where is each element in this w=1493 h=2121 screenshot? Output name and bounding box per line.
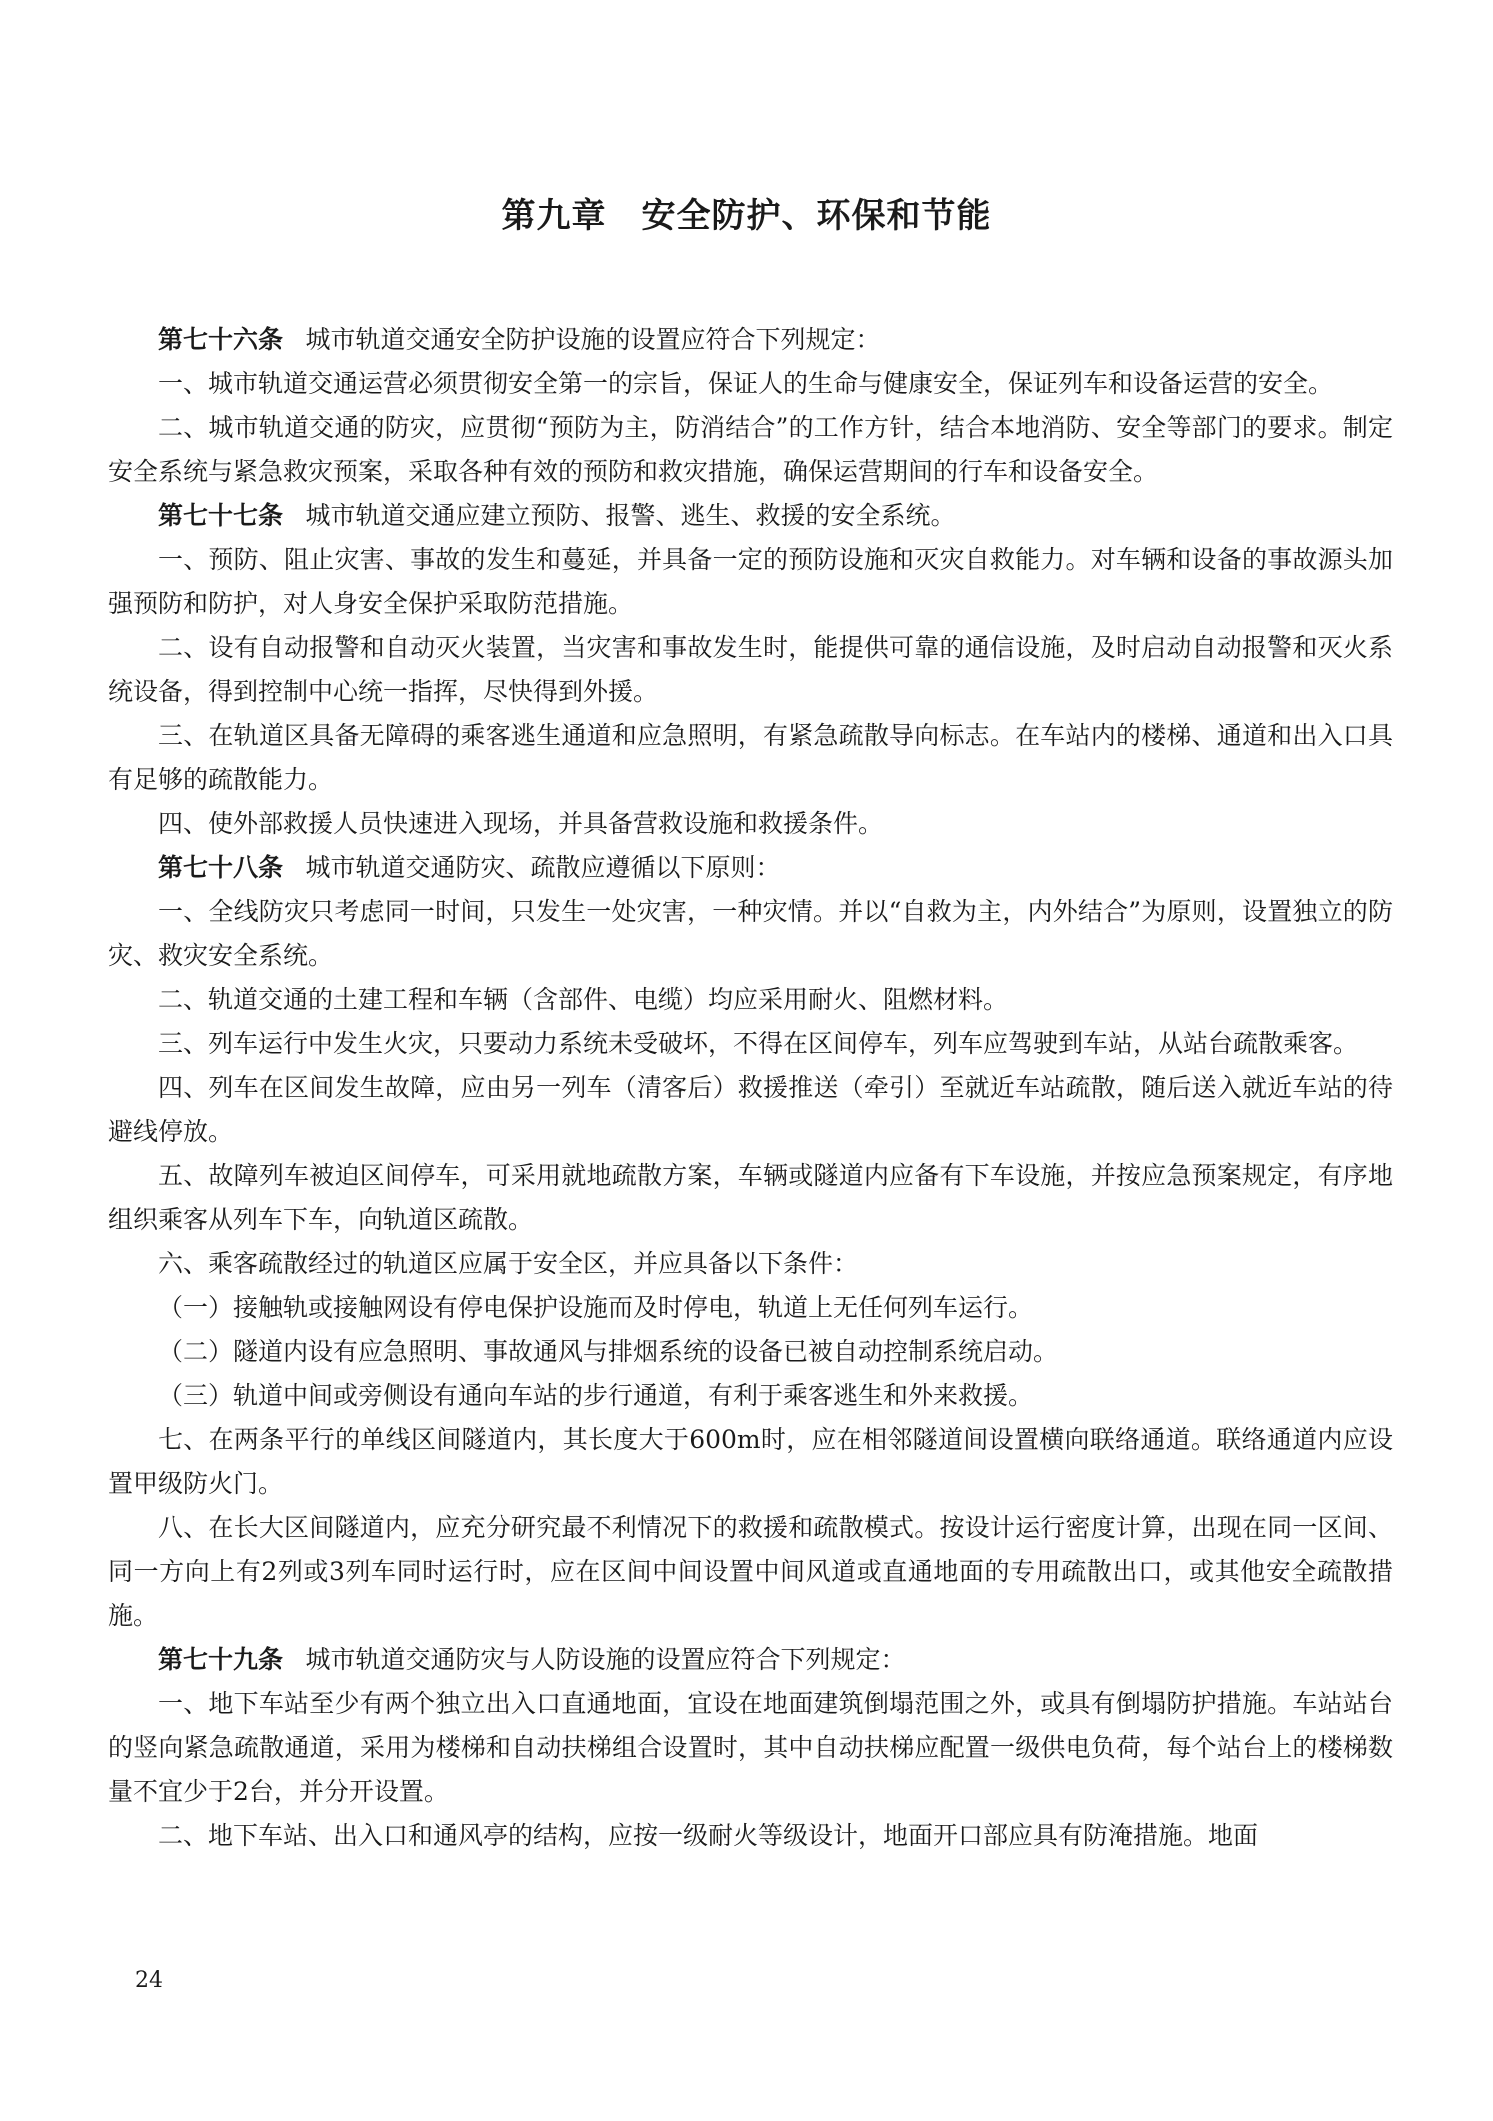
clause-paragraph (108, 890, 1393, 978)
paragraph-text: 一、地下车站至少有两个独立出入口直通地面，宜设在地面建筑倒塌范围之外，或具有倒塌防护措施。车站站台的竖向紧急疏散通道，采用为楼梯和自动扶梯组合设置时，其中自动扶梯应配置一级供电负荷，每个站台上的楼梯数量不宜少于2台，并分开设置。 (108, 1689, 1393, 1806)
clause-paragraph (108, 1330, 1393, 1374)
paragraph-text: 七、在两条平行的单线区间隧道内，其长度大于600m时，应在相邻隧道间设置横向联络通道。联络通道内应设置甲级防火门。 (108, 1425, 1393, 1498)
body-text (108, 318, 1393, 1858)
paragraph-text: 二、地下车站、出入口和通风亭的结构，应按一级耐火等级设计，地面开口部应具有防淹措施。地面 (158, 1821, 1259, 1850)
clause-paragraph (108, 1814, 1393, 1858)
clause-paragraph (108, 1374, 1393, 1418)
article-paragraph (108, 846, 1393, 890)
clause-paragraph (108, 1154, 1393, 1242)
paragraph-text: 四、列车在区间发生故障，应由另一列车（清客后）救援推送（牵引）至就近车站疏散，随后送入就近车站的待避线停放。 (108, 1073, 1393, 1146)
clause-paragraph (108, 1242, 1393, 1286)
paragraph-text: （一）接触轨或接触网设有停电保护设施而及时停电，轨道上无任何列车运行。 (158, 1293, 1034, 1322)
clause-paragraph (108, 1418, 1393, 1506)
paragraph-text: 八、在长大区间隧道内，应充分研究最不利情况下的救援和疏散模式。按设计运行密度计算，出现在同一区间、同一方向上有2列或3列车同时运行时，应在区间中间设置中间风道或直通地面的专用疏散出口，或其他安全疏散措施。 (108, 1513, 1393, 1630)
chapter-title: 第九章 安全防护、环保和节能 (501, 196, 992, 236)
paragraph-text: 城市轨道交通应建立预防、报警、逃生、救援的安全系统。 (305, 501, 956, 530)
clause-paragraph (108, 1682, 1393, 1814)
paragraph-text: 五、故障列车被迫区间停车，可采用就地疏散方案，车辆或隧道内应备有下车设施，并按应急预案规定，有序地组织乘客从列车下车，向轨道区疏散。 (108, 1161, 1393, 1234)
article-paragraph (108, 318, 1393, 362)
article-label: 第七十七条 (158, 501, 284, 530)
paragraph-text: 三、列车运行中发生火灾，只要动力系统未受破坏，不得在区间停车，列车应驾驶到车站，从站台疏散乘客。 (158, 1029, 1359, 1058)
paragraph-text: 城市轨道交通安全防护设施的设置应符合下列规定： (305, 325, 881, 354)
clause-paragraph (108, 1506, 1393, 1638)
paragraph-text: 二、设有自动报警和自动灭火装置，当灾害和事故发生时，能提供可靠的通信设施，及时启动自动报警和灭火系统设备，得到控制中心统一指挥，尽快得到外援。 (108, 633, 1393, 706)
article-paragraph (108, 494, 1393, 538)
paragraph-text: 一、预防、阻止灾害、事故的发生和蔓延，并具备一定的预防设施和灭灾自救能力。对车辆和设备的事故源头加强预防和防护，对人身安全保护采取防范措施。 (108, 545, 1393, 618)
paragraph-text: 二、轨道交通的土建工程和车辆（含部件、电缆）均应采用耐火、阻燃材料。 (158, 985, 1009, 1014)
clause-paragraph (108, 1022, 1393, 1066)
clause-paragraph (108, 802, 1393, 846)
page-number: 24 (135, 1968, 163, 1993)
article-label: 第七十九条 (158, 1645, 284, 1674)
paragraph-text: 城市轨道交通防灾、疏散应遵循以下原则： (305, 853, 781, 882)
paragraph-text: 二、城市轨道交通的防灾，应贯彻“预防为主，防消结合”的工作方针，结合本地消防、安全等部门的要求。制定安全系统与紧急救灾预案，采取各种有效的预防和救灾措施，确保运营期间的行车和设备安全。 (108, 413, 1393, 486)
clause-paragraph (108, 714, 1393, 802)
clause-paragraph (108, 406, 1393, 494)
article-label: 第七十六条 (158, 325, 284, 354)
paragraph-text: （三）轨道中间或旁侧设有通向车站的步行通道，有利于乘客逃生和外来救援。 (158, 1381, 1034, 1410)
paragraph-text: 一、城市轨道交通运营必须贯彻安全第一的宗旨，保证人的生命与健康安全，保证列车和设备运营的安全。 (158, 369, 1334, 398)
clause-paragraph (108, 1286, 1393, 1330)
paragraph-text: 一、全线防灾只考虑同一时间，只发生一处灾害，一种灾情。并以“自救为主，内外结合”为原则，设置独立的防灾、救灾安全系统。 (108, 897, 1393, 970)
clause-paragraph (108, 362, 1393, 406)
clause-paragraph (108, 1066, 1393, 1154)
paragraph-text: 城市轨道交通防灾与人防设施的设置应符合下列规定： (305, 1645, 906, 1674)
article-paragraph (108, 1638, 1393, 1682)
clause-paragraph (108, 978, 1393, 1022)
paragraph-text: 三、在轨道区具备无障碍的乘客逃生通道和应急照明，有紧急疏散导向标志。在车站内的楼梯、通道和出入口具有足够的疏散能力。 (108, 721, 1393, 794)
paragraph-text: （二）隧道内设有应急照明、事故通风与排烟系统的设备已被自动控制系统启动。 (158, 1337, 1059, 1366)
article-label: 第七十八条 (158, 853, 284, 882)
paragraph-text: 六、乘客疏散经过的轨道区应属于安全区，并应具备以下条件： (158, 1249, 859, 1278)
clause-paragraph (108, 538, 1393, 626)
clause-paragraph (108, 626, 1393, 714)
paragraph-text: 四、使外部救援人员快速进入现场，并具备营救设施和救援条件。 (158, 809, 884, 838)
